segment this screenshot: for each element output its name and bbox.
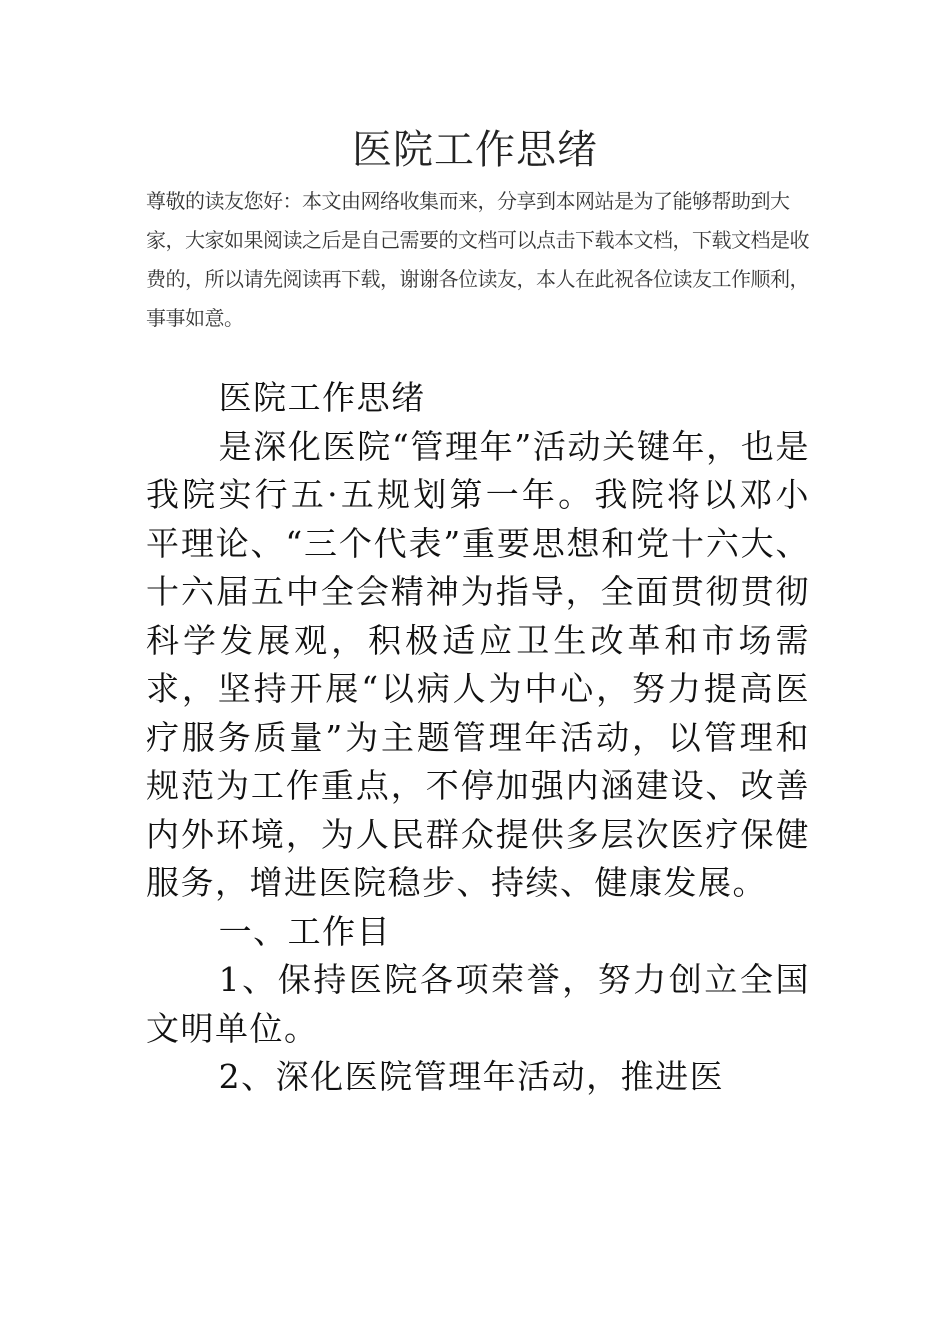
goal-item-2: 2、深化医院管理年活动，推进医 (218, 1057, 725, 1096)
document-title: 医院工作思绪 (352, 127, 598, 173)
download-notice: 尊敬的读友您好：本文由网络收集而来，分享到本网站是为了能够帮助到大家，大家如果阅读之后是自己需要的文档可以点击下载本文档，下载文档是收费的，所以请先阅读再下载，谢谢各位读友，本人在此祝各位读友工作顺利，事事如意。 (146, 189, 809, 330)
section-heading-goals: 一、工作目 (218, 911, 392, 951)
goal-item-1: 1、保持医院各项荣誉，努力创立全国文明单位。 (146, 960, 810, 1048)
document-body (146, 374, 810, 1102)
body-paragraph-intro: 是深化医院“管理年”活动关键年，也是我院实行五·五规划第一年。我院将以邓小平理论、“三个代表”重要思想和党十六大、十六届五中全会精神为指导，全面贯彻贯彻科学发展观，积极适应卫生改革和市场需求，坚持开展“以病人为中心，努力提高医疗服务质量”为主题管理年活动，以管理和规范为工作重点，不停加强内涵建设、改善内外环境，为人民群众提供多层次医疗保健服务，增进医院稳步、持续、健康发展。 (146, 426, 810, 902)
body-heading: 医院工作思绪 (218, 378, 426, 417)
